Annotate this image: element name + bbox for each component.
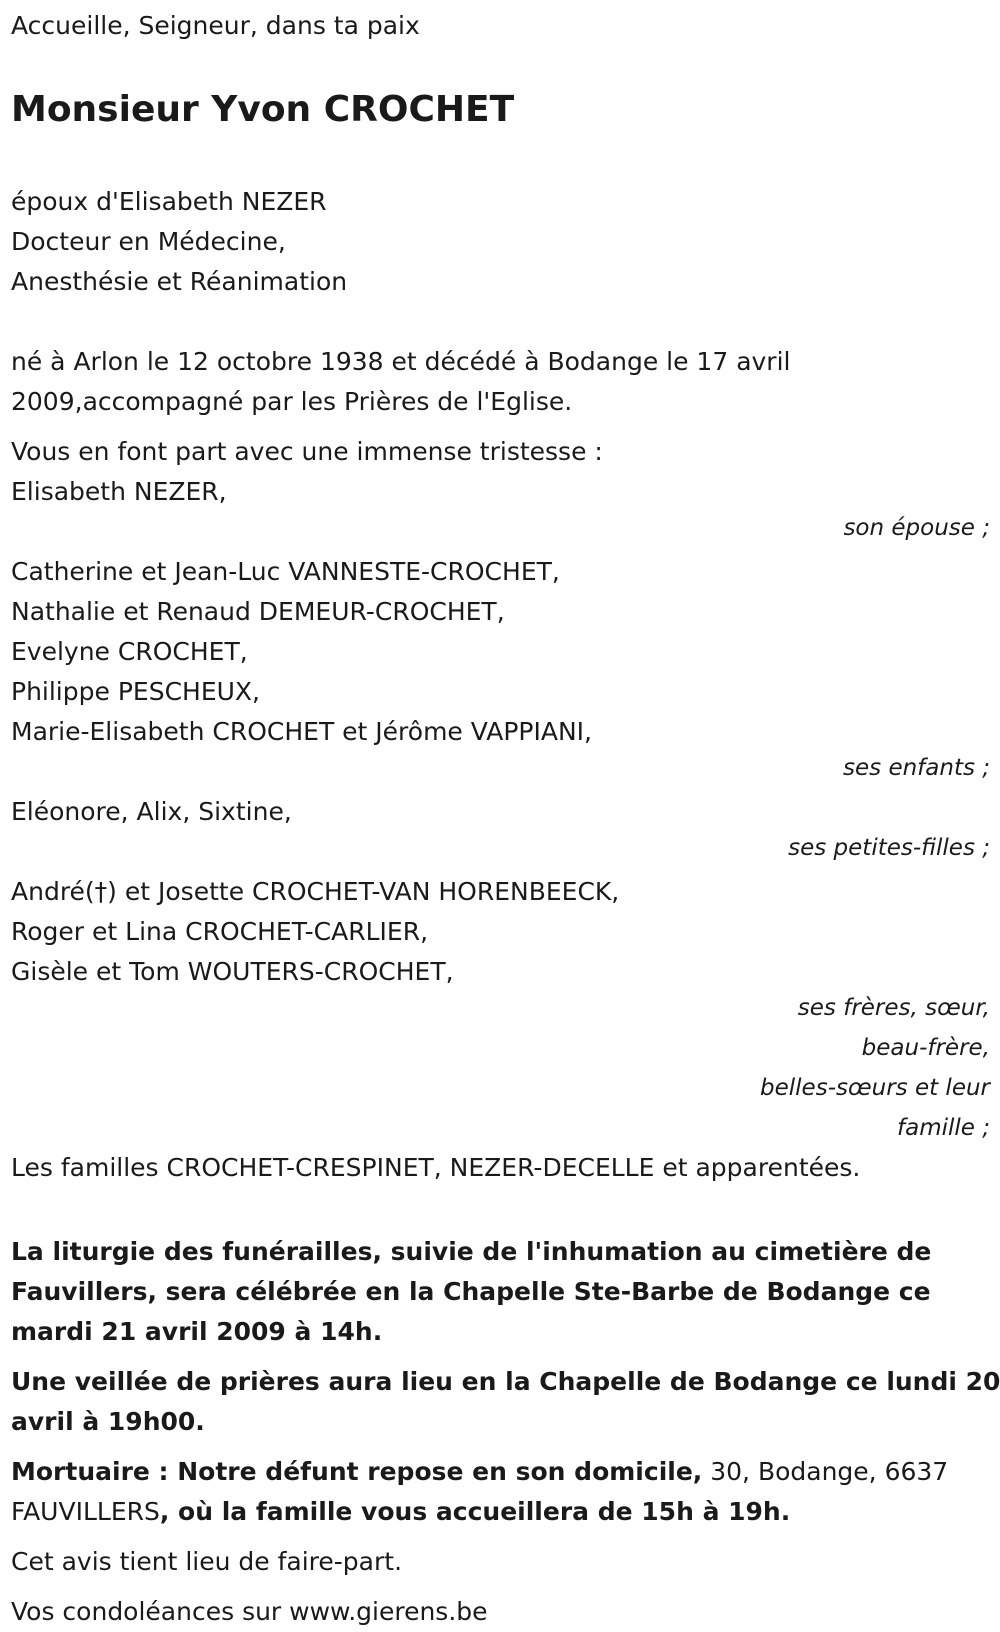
siblings-role-line: ses frères, sœur, — [797, 995, 990, 1021]
funeral-line-1: La liturgie des funérailles, suivie de l'inhumation au cimetière de — [11, 1237, 932, 1266]
announcement-line: Vous en font part avec une immense tristesse : — [11, 437, 603, 466]
prayer-line: Accueille, Seigneur, dans ta paix — [11, 11, 420, 40]
deceased-name: Monsieur Yvon CROCHET — [11, 89, 515, 130]
children-group — [11, 552, 990, 788]
grandchildren-role: ses petites-filles ; — [788, 835, 990, 861]
profession-line-1: Docteur en Médecine, — [11, 227, 286, 256]
identity-block — [11, 182, 990, 302]
child-entry: Catherine et Jean-Luc VANNESTE-CROCHET, — [11, 557, 560, 586]
mortuary-label: Mortuaire : Notre défunt repose en son domicile, — [11, 1457, 703, 1486]
siblings-group — [11, 872, 990, 1148]
spouse-name: Elisabeth NEZER, — [11, 477, 227, 506]
funeral-line-2: Fauvillers, sera célébrée en la Chapelle Ste-Barbe de Bodange ce — [11, 1277, 931, 1306]
grandchildren-group — [11, 792, 990, 868]
child-entry: Marie-Elisabeth CROCHET et Jérôme VAPPIANI, — [11, 717, 593, 746]
vigil-paragraph — [11, 1362, 1000, 1442]
child-entry: Philippe PESCHEUX, — [11, 677, 260, 706]
siblings-role-line: belles-sœurs et leur — [760, 1075, 990, 1101]
profession-line-2: Anesthésie et Réanimation — [11, 267, 348, 296]
mortuary-paragraph — [11, 1452, 990, 1532]
child-entry: Nathalie et Renaud DEMEUR-CROCHET, — [11, 597, 505, 626]
dates-line-2: 2009,accompagné par les Prières de l'Eglise. — [11, 387, 573, 416]
vigil-line-2: avril à 19h00. — [11, 1407, 205, 1436]
funeral-line-3: mardi 21 avril 2009 à 14h. — [11, 1317, 383, 1346]
spouse-role: son épouse ; — [843, 515, 990, 541]
funeral-paragraph — [11, 1232, 990, 1352]
children-role: ses enfants ; — [843, 755, 990, 781]
families-line: Les familles CROCHET-CRESPINET, NEZER-DECELLE et apparentées. — [11, 1153, 861, 1182]
mortuary-line-2 — [11, 1492, 990, 1532]
sibling-entry: Roger et Lina CROCHET-CARLIER, — [11, 917, 429, 946]
sibling-entry: André(†) et Josette CROCHET-VAN HORENBEECK, — [11, 877, 620, 906]
mortuary-hours: , où la famille vous accueillera de 15h à 19h. — [159, 1497, 791, 1526]
notice-line: Cet avis tient lieu de faire-part. — [11, 1547, 403, 1576]
condolences-line: Vos condoléances sur www.gierens.be — [11, 1597, 488, 1626]
sibling-entry: Gisèle et Tom WOUTERS-CROCHET, — [11, 957, 454, 986]
spouse-line: époux d'Elisabeth NEZER — [11, 187, 327, 216]
child-entry: Evelyne CROCHET, — [11, 637, 248, 666]
mortuary-address-2: FAUVILLERS — [11, 1497, 160, 1526]
spouse-group — [11, 472, 990, 548]
siblings-role-line: famille ; — [897, 1115, 990, 1141]
dates-line-1: né à Arlon le 12 octobre 1938 et décédé à Bodange le 17 avril — [11, 347, 791, 376]
grandchildren-names: Eléonore, Alix, Sixtine, — [11, 797, 292, 826]
dates-block — [11, 342, 990, 422]
mortuary-address-1: 30, Bodange, 6637 — [702, 1457, 949, 1486]
vigil-line-1: Une veillée de prières aura lieu en la Chapelle de Bodange ce lundi 20 — [11, 1367, 1000, 1396]
mortuary-line-1 — [11, 1452, 990, 1492]
siblings-role-line: beau-frère, — [861, 1035, 990, 1061]
